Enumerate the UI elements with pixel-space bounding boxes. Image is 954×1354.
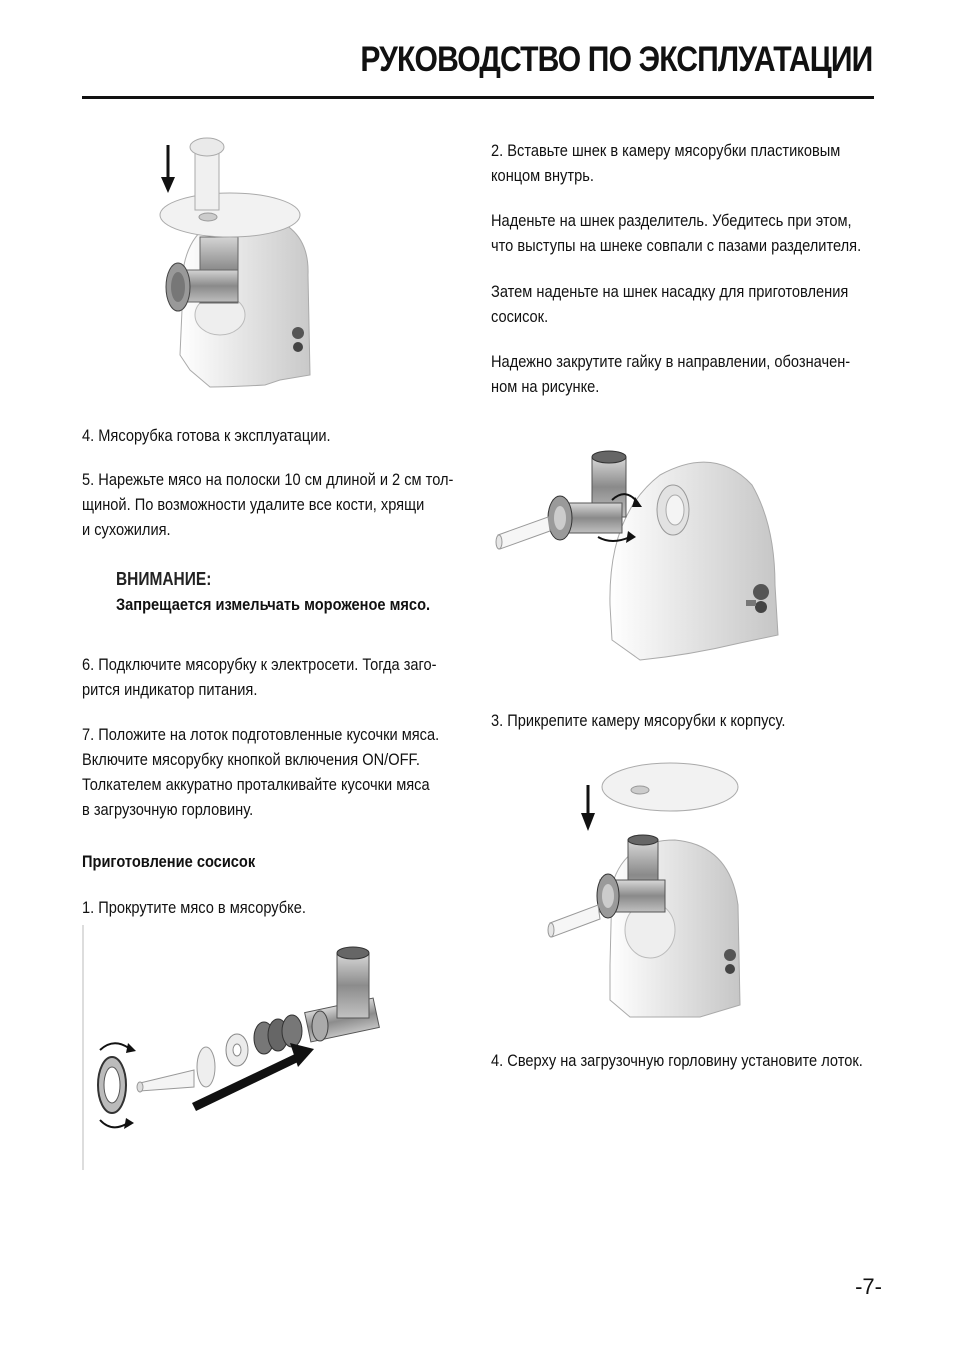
step-7-line-4: в загрузочную горловину.	[82, 800, 254, 819]
step-5-text	[82, 467, 453, 542]
nozzle-line-2: сосисок.	[491, 307, 549, 326]
right-step-2-text	[491, 138, 840, 188]
warning-block	[116, 567, 430, 617]
right-step-4-line: 4. Сверху на загрузочную горловину установите лоток.	[491, 1051, 863, 1070]
step-5-line-2: щиной. По возможности удалите все кости, хрящи	[82, 495, 425, 514]
nozzle-paragraph	[491, 279, 848, 329]
step-7-line-3: Толкателем аккуратно проталкивайте кусочки мяса	[82, 775, 430, 794]
warning-title: ВНИМАНИЕ:	[116, 569, 212, 589]
right-step-2-line-1: 2. Вставьте шнек в камеру мясорубки пластиковым	[491, 141, 841, 160]
separator-paragraph	[491, 208, 861, 258]
right-step-4-text	[491, 1048, 863, 1073]
warning-text: Запрещается измельчать мороженое мясо.	[116, 595, 431, 614]
sausage-step-1-line: 1. Прокрутите мясо в мясорубке.	[82, 898, 306, 917]
section-title	[82, 849, 255, 874]
step-7-line-1: 7. Положите на лоток подготовленные кусочки мяса.	[82, 725, 440, 744]
nut-line-2: ном на рисунке.	[491, 377, 600, 396]
tray-placement-illustration	[540, 755, 750, 1020]
right-step-2-line-2: концом внутрь.	[491, 166, 594, 185]
step-5-line-1: 5. Нарежьте мясо на полоски 10 см длиной и 2 см тол-	[82, 470, 454, 489]
step-7-text	[82, 722, 439, 822]
exploded-parts-illustration	[82, 925, 392, 1175]
step-4-text	[82, 423, 331, 448]
nut-paragraph	[491, 349, 850, 399]
step-5-line-3: и сухожилия.	[82, 520, 171, 539]
chamber-assembly-illustration	[490, 445, 790, 670]
right-step-3-text	[491, 708, 785, 733]
sausage-step-1-text	[82, 895, 306, 920]
separator-line-1: Наденьте на шнек разделитель. Убедитесь при этом,	[491, 211, 852, 230]
section-title-text: Приготовление сосисок	[82, 852, 256, 871]
nozzle-line-1: Затем наденьте на шнек насадку для приготовления	[491, 282, 849, 301]
step-4-line: 4. Мясорубка готова к эксплуатации.	[82, 426, 331, 445]
step-7-line-2: Включите мясорубку кнопкой включения ON/OFF.	[82, 750, 420, 769]
grinder-with-tray-illustration	[150, 125, 330, 395]
right-step-3-line: 3. Прикрепите камеру мясорубки к корпусу.	[491, 711, 786, 730]
separator-line-2: что выступы на шнеке совпали с пазами разделителя.	[491, 236, 862, 255]
step-6-line-1: 6. Подключите мясорубку к электросети. Тогда заго-	[82, 655, 437, 674]
page-number: -7-	[855, 1274, 882, 1299]
step-6-text	[82, 652, 437, 702]
header-rule	[82, 96, 874, 99]
step-6-line-2: рится индикатор питания.	[82, 680, 258, 699]
page-title: РУКОВОДСТВО ПО ЭКСПЛУАТАЦИИ	[359, 40, 872, 79]
nut-line-1: Надежно закрутите гайку в направлении, обозначен-	[491, 352, 851, 371]
